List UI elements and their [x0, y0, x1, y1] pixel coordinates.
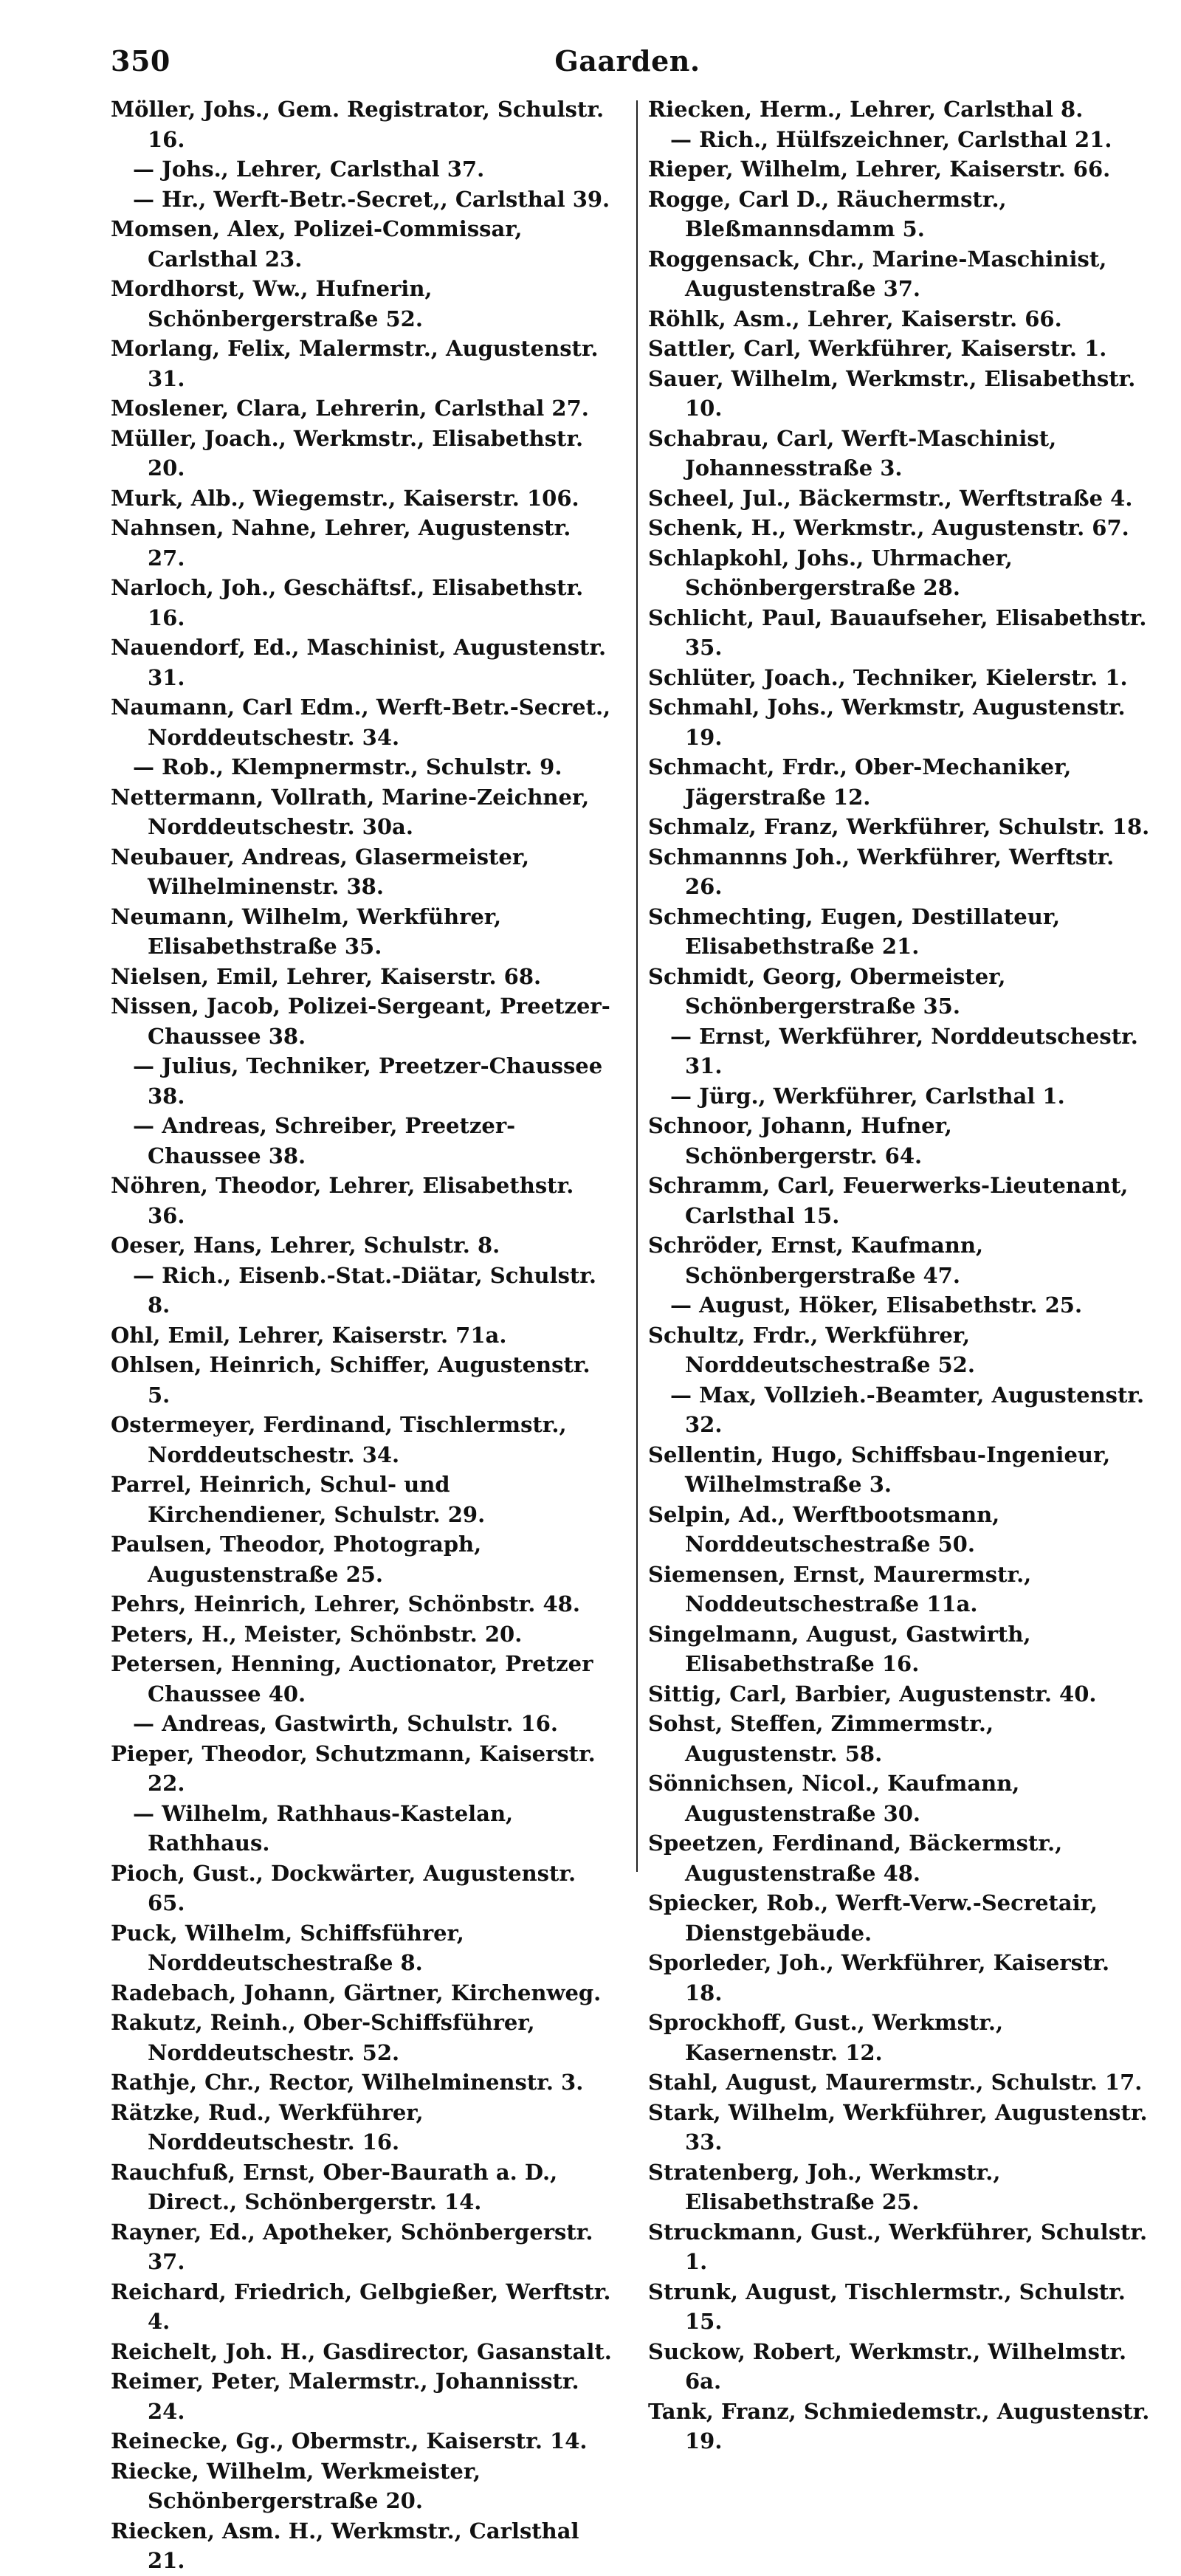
directory-entry: Schenk, H., Werkmstr., Augustenstr. 67.	[648, 515, 1129, 540]
directory-entry: — Rob., Klempnermstr., Schulstr. 9.	[133, 754, 562, 779]
page-title: Gaarden.	[554, 44, 700, 78]
directory-entry: Peters, H., Meister, Schönbstr. 20.	[111, 1621, 523, 1647]
directory-entry: Speetzen, Ferdinand, Bäckermstr., Augustenstraße 48.	[648, 1831, 1063, 1886]
directory-entry: Scheel, Jul., Bäckermstr., Werftstraße 4.	[648, 485, 1133, 511]
page-number: 350	[111, 44, 171, 78]
directory-entry: Neumann, Wilhelm, Werkführer, Elisabethstraße 35.	[111, 903, 502, 959]
directory-entry: Puck, Wilhelm, Schiffsführer, Norddeutschestraße 8.	[111, 1920, 464, 1975]
directory-entry: Rathje, Chr., Rector, Wilhelminenstr. 3.	[111, 2070, 584, 2095]
directory-entry: Sohst, Steffen, Zimmermstr., Augustenstr. 58.	[648, 1711, 994, 1766]
directory-entry: Paulsen, Theodor, Photograph, Augustenstraße 25.	[111, 1532, 482, 1587]
directory-entry: — Jürg., Werkführer, Carlsthal 1.	[670, 1083, 1065, 1109]
directory-entry: Reichard, Friedrich, Gelbgießer, Werftstr. 4.	[111, 2279, 611, 2334]
directory-entry: Nettermann, Vollrath, Marine-Zeichner, Norddeutschestr. 30a.	[111, 784, 590, 839]
directory-entry: Naumann, Carl Edm., Werft-Betr.-Secret., Norddeutschestr. 34.	[111, 695, 611, 750]
directory-entry: Rieper, Wilhelm, Lehrer, Kaiserstr. 66.	[648, 156, 1111, 182]
directory-entry: Nöhren, Theodor, Lehrer, Elisabethstr. 36.	[111, 1173, 574, 1228]
directory-entry: — Hr., Werft-Betr.-Secret,, Carlsthal 39.	[133, 186, 610, 212]
directory-entry: Röhlk, Asm., Lehrer, Kaiserstr. 66.	[648, 306, 1062, 331]
directory-entry: Reichelt, Joh. H., Gasdirector, Gasanstalt.	[111, 2338, 612, 2364]
directory-entry: Schultz, Frdr., Werkführer, Norddeutschestraße 52.	[648, 1322, 975, 1377]
directory-entry: Neubauer, Andreas, Glasermeister, Wilhelminenstr. 38.	[111, 844, 530, 899]
directory-entry: Pioch, Gust., Dockwärter, Augustenstr. 65.	[111, 1860, 576, 1915]
directory-entry: Selpin, Ad., Werftbootsmann, Norddeutschestraße 50.	[648, 1501, 1000, 1557]
directory-entry: — Max, Vollzieh.-Beamter, Augustenstr. 32.	[670, 1382, 1145, 1437]
directory-entry: Schmidt, Georg, Obermeister, Schönbergerstraße 35.	[648, 963, 1006, 1019]
directory-entry: Pehrs, Heinrich, Lehrer, Schönbstr. 48.	[111, 1591, 580, 1616]
directory-entry: — Rich., Eisenb.-Stat.-Diätar, Schulstr. 8.	[133, 1262, 597, 1318]
directory-entry: Radebach, Johann, Gärtner, Kirchenweg.	[111, 1980, 602, 2005]
directory-entry: Sattler, Carl, Werkführer, Kaiserstr. 1.	[648, 336, 1107, 361]
directory-entry: Schmalz, Franz, Werkführer, Schulstr. 18.	[648, 814, 1150, 839]
directory-entry: Stratenberg, Joh., Werkmstr., Elisabethstraße 25.	[648, 2159, 1001, 2214]
directory-entry: Singelmann, August, Gastwirth, Elisabethstraße 16.	[648, 1621, 1031, 1676]
column-divider	[636, 100, 638, 1872]
directory-entry: Schmahl, Johs., Werkmstr, Augustenstr. 19.	[648, 695, 1126, 750]
directory-entry: Reimer, Peter, Malermstr., Johannisstr. 24.	[111, 2369, 579, 2424]
directory-entry: Nielsen, Emil, Lehrer, Kaiserstr. 68.	[111, 963, 542, 989]
directory-entry: Reinecke, Gg., Obermstr., Kaiserstr. 14.	[111, 2428, 588, 2453]
directory-entry: Nahnsen, Nahne, Lehrer, Augustenstr. 27.	[111, 515, 571, 571]
directory-entry: Sporleder, Joh., Werkführer, Kaiserstr. 18.	[648, 1950, 1110, 2005]
directory-entry: Stahl, August, Maurermstr., Schulstr. 17.	[648, 2070, 1143, 2095]
directory-entry: Sittig, Carl, Barbier, Augustenstr. 40.	[648, 1681, 1097, 1707]
directory-entry: Schmechting, Eugen, Destillateur, Elisabethstraße 21.	[648, 903, 1061, 959]
directory-entry: Murk, Alb., Wiegemstr., Kaiserstr. 106.	[111, 485, 579, 511]
directory-entry: Parrel, Heinrich, Schul- und Kirchendiener, Schulstr. 29.	[111, 1472, 486, 1527]
directory-entry: Sönnichsen, Nicol., Kaufmann, Augustenstraße 30.	[648, 1771, 1020, 1826]
directory-entry: Suckow, Robert, Werkmstr., Wilhelmstr. 6a.	[648, 2338, 1127, 2394]
directory-entry: Strunk, August, Tischlermstr., Schulstr. 15.	[648, 2279, 1126, 2334]
directory-entry: Riecke, Wilhelm, Werkmeister, Schönbergerstraße 20.	[111, 2458, 481, 2513]
directory-entry: Schnoor, Johann, Hufner, Schönbergerstr. 64.	[648, 1113, 952, 1168]
directory-entry: — Andreas, Schreiber, Preetzer-Chaussee 38.	[133, 1113, 516, 1168]
directory-entry: Sellentin, Hugo, Schiffsbau-Ingenieur, Wilhelmstraße 3.	[648, 1442, 1111, 1497]
directory-entry: Mordhorst, Ww., Hufnerin, Schönbergerstraße 52.	[111, 276, 433, 331]
directory-entry: Sauer, Wilhelm, Werkmstr., Elisabethstr. 10.	[648, 365, 1136, 421]
directory-entry: Riecken, Herm., Lehrer, Carlsthal 8.	[648, 97, 1084, 122]
directory-entry: Ohlsen, Heinrich, Schiffer, Augustenstr. 5.	[111, 1352, 590, 1408]
directory-entry: Ostermeyer, Ferdinand, Tischlermstr., Norddeutschestr. 34.	[111, 1412, 567, 1467]
directory-entry: Nissen, Jacob, Polizei-Sergeant, Preetzer-Chaussee 38.	[111, 993, 610, 1049]
directory-entry: Moslener, Clara, Lehrerin, Carlsthal 27.	[111, 396, 589, 421]
directory-entry: — Wilhelm, Rathhaus-Kastelan, Rathhaus.	[133, 1800, 514, 1856]
directory-entry: Spiecker, Rob., Werft-Verw.-Secretair, Dienstgebäude.	[648, 1890, 1098, 1946]
directory-entry: — Julius, Techniker, Preetzer-Chaussee 38.	[133, 1053, 603, 1109]
directory-entry: Rogge, Carl D., Räuchermstr., Bleßmannsdamm 5.	[648, 186, 1007, 241]
directory-entry: — Ernst, Werkführer, Norddeutschestr. 31.	[670, 1023, 1138, 1078]
directory-entry: Schlüter, Joach., Techniker, Kielerstr. 1.	[648, 664, 1128, 690]
directory-entry: — August, Höker, Elisabethstr. 25.	[670, 1292, 1083, 1318]
directory-entry: Sprockhoff, Gust., Werkmstr., Kasernenstr. 12.	[648, 2010, 1004, 2065]
directory-entry: Riecken, Asm. H., Werkmstr., Carlsthal 21.	[111, 2518, 579, 2573]
directory-entry: Schröder, Ernst, Kaufmann, Schönbergerstraße 47.	[648, 1233, 984, 1288]
directory-entry: Rakutz, Reinh., Ober-Schiffsführer, Norddeutschestr. 52.	[111, 2010, 535, 2065]
directory-entry: Morlang, Felix, Malermstr., Augustenstr. 31.	[111, 336, 599, 391]
directory-entry: Möller, Johs., Gem. Registrator, Schulstr. 16.	[111, 97, 605, 152]
directory-entry: Struckmann, Gust., Werkführer, Schulstr. 1.	[648, 2219, 1148, 2274]
directory-entry: Petersen, Henning, Auctionator, Pretzer Chaussee 40.	[111, 1651, 593, 1707]
directory-entry: Schmacht, Frdr., Ober-Mechaniker, Jägerstraße 12.	[648, 754, 1072, 810]
directory-entry: Schabrau, Carl, Werft-Maschinist, Johannesstraße 3.	[648, 425, 1057, 481]
directory-entry: Rayner, Ed., Apotheker, Schönbergerstr. 37.	[111, 2219, 593, 2274]
directory-entry: Tank, Franz, Schmiedemstr., Augustenstr. 19.	[648, 2398, 1150, 2453]
directory-entry: Schmannns Joh., Werkführer, Werftstr. 26.	[648, 844, 1115, 899]
directory-entry: Narloch, Joh., Geschäftsf., Elisabethstr. 16.	[111, 575, 584, 630]
directory-entry: Siemensen, Ernst, Maurermstr., Noddeutschestraße 11a.	[648, 1561, 1032, 1616]
directory-entry: Roggensack, Chr., Marine-Maschinist, Augustenstraße 37.	[648, 246, 1107, 301]
directory-entry: Nauendorf, Ed., Maschinist, Augustenstr. 31.	[111, 635, 607, 690]
directory-entry: Schlicht, Paul, Bauaufseher, Elisabethstr. 35.	[648, 605, 1147, 660]
directory-entry: — Andreas, Gastwirth, Schulstr. 16.	[133, 1711, 558, 1736]
directory-entry: Müller, Joach., Werkmstr., Elisabethstr. 20.	[111, 425, 584, 481]
directory-entry: Rauchfuß, Ernst, Ober-Baurath a. D., Direct., Schönbergerstr. 14.	[111, 2159, 558, 2214]
directory-entry: Oeser, Hans, Lehrer, Schulstr. 8.	[111, 1233, 500, 1258]
directory-entry: Stark, Wilhelm, Werkführer, Augustenstr. 33.	[648, 2099, 1148, 2155]
directory-entry: Schlapkohl, Johs., Uhrmacher, Schönbergerstraße 28.	[648, 545, 1013, 600]
right-column	[648, 94, 1150, 2456]
page-header	[111, 28, 1144, 80]
directory-entry: Momsen, Alex, Polizei-Commissar, Carlsthal 23.	[111, 216, 523, 272]
directory-entry: — Johs., Lehrer, Carlsthal 37.	[133, 156, 485, 182]
directory-entry: — Rich., Hülfszeichner, Carlsthal 21.	[670, 126, 1112, 152]
directory-entry: Pieper, Theodor, Schutzmann, Kaiserstr. 22.	[111, 1740, 596, 1796]
directory-entry: Ohl, Emil, Lehrer, Kaiserstr. 71a.	[111, 1322, 507, 1348]
directory-entry: Rätzke, Rud., Werkführer, Norddeutschestr. 16.	[111, 2099, 424, 2155]
directory-entry: Schramm, Carl, Feuerwerks-Lieutenant, Carlsthal 15.	[648, 1173, 1129, 1228]
left-column	[111, 94, 613, 2576]
